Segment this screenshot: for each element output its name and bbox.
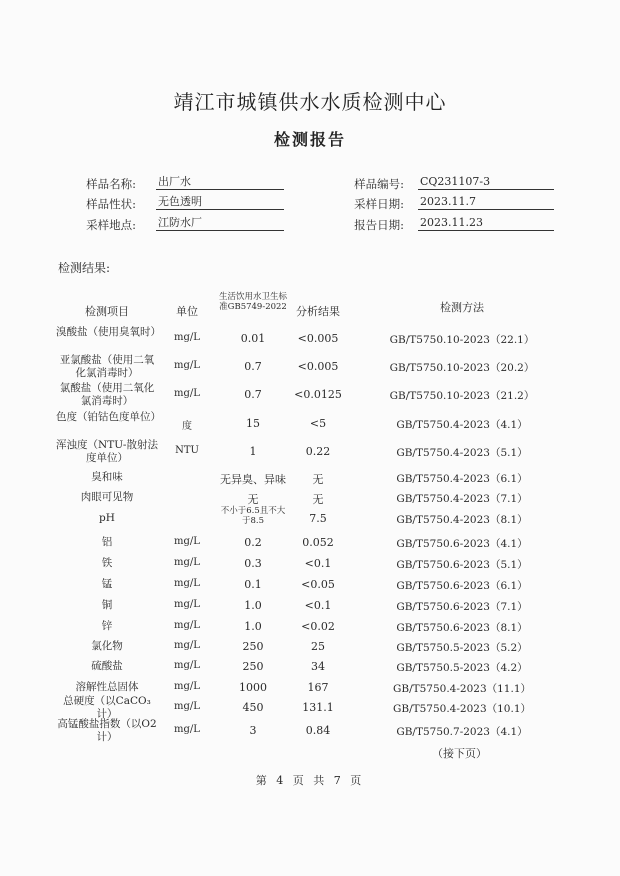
item-cell: 硫酸盐	[91, 660, 123, 672]
report-title: 检测报告	[273, 130, 346, 149]
method-cell: GB/T5750.10-2023（20.2）	[389, 362, 535, 374]
method-cell: GB/T5750.6-2023（5.1）	[396, 559, 528, 571]
unit-cell: mg/L	[174, 640, 200, 651]
item-cell: 亚氯酸盐（使用二氧化氯消毒时）	[59, 354, 155, 379]
header-result: 分析结果	[296, 305, 340, 318]
result-cell: <0.0125	[294, 388, 342, 401]
limit-cell: 1.0	[244, 599, 262, 612]
method-cell: GB/T5750.4-2023（10.1）	[392, 703, 532, 715]
header-unit: 单位	[176, 305, 198, 318]
item-cell: 铁	[101, 557, 113, 569]
method-cell: GB/T5750.6-2023（4.1）	[396, 538, 528, 550]
sampling-site-value: 江防水厂	[156, 216, 284, 231]
item-cell: 锌	[101, 620, 113, 632]
limit-cell: 0.2	[244, 536, 262, 549]
unit-cell: mg/L	[174, 599, 200, 610]
sample-no-label: 样品编号:	[354, 177, 404, 191]
limit-cell: 450	[242, 701, 264, 714]
sample-name-value: 出厂水	[156, 175, 284, 190]
method-cell: GB/T5750.6-2023（7.1）	[396, 601, 528, 613]
method-cell: GB/T5750.4-2023（4.1）	[396, 419, 528, 431]
limit-cell: 15	[246, 417, 260, 430]
report-date-label: 报告日期:	[354, 218, 404, 232]
sample-no-value: CQ231107-3	[418, 175, 554, 190]
unit-cell: NTU	[175, 445, 199, 456]
report-date-value: 2023.11.23	[418, 216, 554, 231]
item-cell: 色度（铂钴色度单位）	[56, 411, 161, 423]
header-item: 检测项目	[85, 305, 129, 318]
result-cell: 无	[312, 493, 324, 506]
page-footer: 第 4 页 共 7 页	[255, 774, 365, 787]
result-cell: <0.005	[297, 332, 339, 345]
result-cell: 25	[311, 640, 325, 653]
result-cell: <0.05	[301, 578, 335, 591]
limit-cell: 0.01	[240, 332, 266, 345]
unit-cell: mg/L	[174, 360, 200, 371]
item-cell: 铜	[101, 599, 113, 611]
unit-cell: mg/L	[174, 701, 200, 712]
result-cell: 167	[307, 681, 329, 694]
limit-cell: 1	[249, 445, 257, 458]
method-cell: GB/T5750.4-2023（5.1）	[396, 447, 528, 459]
limit-cell: 250	[242, 640, 264, 653]
limit-cell: 0.7	[244, 360, 262, 373]
sample-state-value: 无色透明	[156, 195, 284, 210]
item-cell: 溴酸盐（使用臭氧时）	[56, 326, 161, 338]
method-cell: GB/T5750.10-2023（21.2）	[389, 390, 535, 402]
result-cell: 7.5	[309, 512, 327, 525]
item-cell: 高锰酸盐指数（以O2计）	[57, 718, 157, 743]
item-cell: 臭和味	[91, 471, 123, 483]
item-cell: 总硬度（以CaCO₃计）	[63, 695, 151, 720]
limit-cell: 无异臭、异味	[220, 473, 286, 486]
results-label: 检测结果:	[58, 261, 111, 275]
sampling-date-value: 2023.11.7	[418, 195, 554, 210]
sample-state-label: 样品性状:	[86, 197, 136, 211]
method-cell: GB/T5750.4-2023（6.1）	[396, 473, 528, 485]
method-cell: GB/T5750.7-2023（4.1）	[396, 726, 528, 738]
method-cell: GB/T5750.5-2023（5.2）	[396, 642, 528, 654]
unit-cell: mg/L	[174, 536, 200, 547]
item-cell: 肉眼可见物	[80, 491, 134, 503]
result-cell: <0.005	[297, 360, 339, 373]
result-cell: <5	[309, 417, 327, 430]
item-cell: 锰	[101, 578, 113, 590]
method-cell: GB/T5750.4-2023（8.1）	[396, 514, 528, 526]
unit-cell: 度	[182, 421, 192, 432]
limit-cell: 0.3	[244, 557, 262, 570]
sampling-date-label: 采样日期:	[354, 197, 404, 211]
result-cell: 无	[312, 473, 324, 486]
method-cell: GB/T5750.10-2023（22.1）	[389, 334, 535, 346]
limit-cell: 不小于6.5且不大于8.5	[220, 506, 286, 526]
method-cell: GB/T5750.6-2023（6.1）	[396, 580, 528, 592]
sample-name-label: 样品名称:	[86, 177, 136, 191]
item-cell: 浑浊度（NTU-散射法度单位）	[56, 439, 158, 464]
method-cell: GB/T5750.6-2023（8.1）	[396, 622, 528, 634]
unit-cell: mg/L	[174, 388, 200, 399]
method-cell: GB/T5750.5-2023（4.2）	[396, 662, 528, 674]
result-cell: <0.1	[304, 557, 332, 570]
item-cell: pH	[99, 512, 115, 524]
continue-note: （接下页）	[432, 747, 487, 760]
limit-cell: 0.7	[244, 388, 262, 401]
result-cell: 0.84	[305, 724, 331, 737]
header-limit: 生活饮用水卫生标准GB5749-2022	[218, 292, 287, 312]
limit-cell: 1.0	[244, 620, 262, 633]
result-cell: 0.22	[305, 445, 331, 458]
item-cell: 氯酸盐（使用二氧化氯消毒时）	[59, 382, 155, 407]
unit-cell: mg/L	[174, 681, 200, 692]
organization-title: 靖江市城镇供水水质检测中心	[173, 90, 447, 114]
method-cell: GB/T5750.4-2023（11.1）	[392, 683, 532, 695]
limit-cell: 250	[242, 660, 264, 673]
limit-cell: 无	[247, 493, 259, 506]
item-cell: 溶解性总固体	[75, 681, 139, 693]
limit-cell: 3	[249, 724, 257, 737]
header-method: 检测方法	[440, 301, 484, 314]
unit-cell: mg/L	[174, 620, 200, 631]
item-cell: 氯化物	[91, 640, 123, 652]
method-cell: GB/T5750.4-2023（7.1）	[396, 493, 528, 505]
unit-cell: mg/L	[174, 660, 200, 671]
unit-cell: mg/L	[174, 578, 200, 589]
unit-cell: mg/L	[174, 557, 200, 568]
limit-cell: 0.1	[244, 578, 262, 591]
unit-cell: mg/L	[174, 332, 200, 343]
unit-cell: mg/L	[174, 724, 200, 735]
result-cell: 34	[311, 660, 325, 673]
item-cell: 铝	[101, 536, 113, 548]
result-cell: <0.1	[304, 599, 332, 612]
limit-cell: 1000	[239, 681, 267, 694]
result-cell: 131.1	[302, 701, 334, 714]
sampling-site-label: 采样地点:	[86, 218, 136, 232]
result-cell: 0.052	[302, 536, 334, 549]
result-cell: <0.02	[301, 620, 335, 633]
